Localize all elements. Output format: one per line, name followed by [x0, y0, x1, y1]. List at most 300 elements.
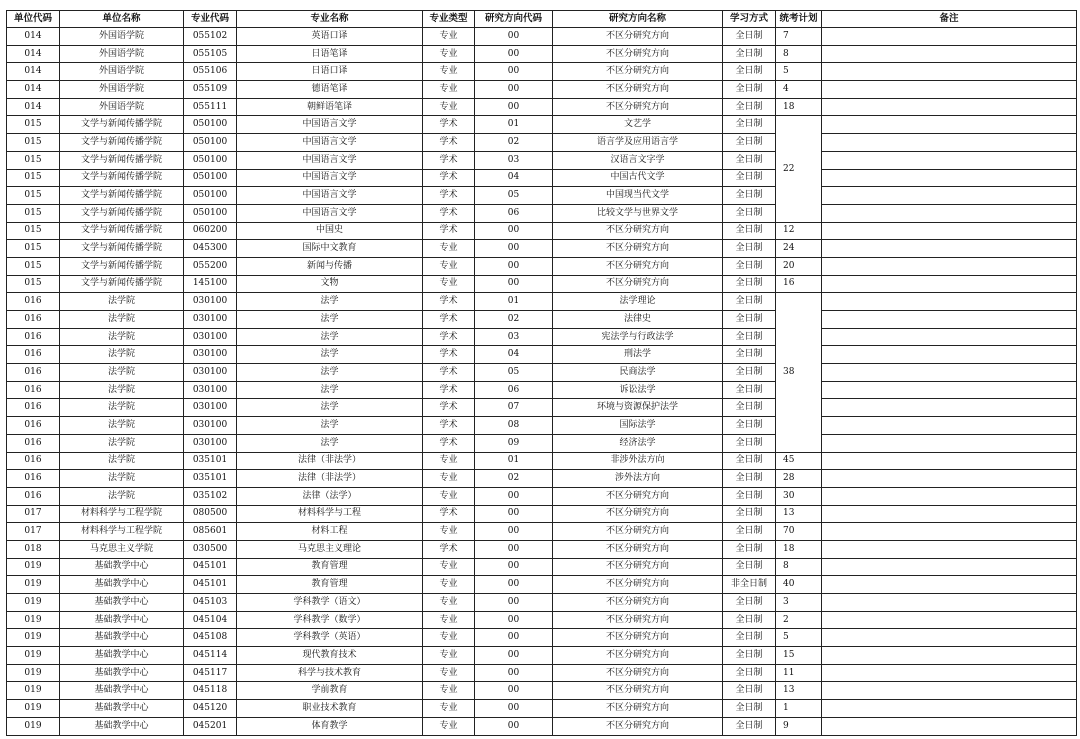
remarks-cell [822, 470, 1077, 488]
admission-plan-table [6, 10, 1077, 736]
direction-code-cell: 04 [475, 169, 553, 187]
remarks-cell [822, 311, 1077, 329]
major-type-cell: 专业 [423, 594, 475, 612]
major-code-cell: 030100 [184, 417, 237, 435]
direction-name-cell: 不区分研究方向 [553, 611, 723, 629]
major-code-cell: 030100 [184, 328, 237, 346]
major-name-cell: 法学 [237, 328, 423, 346]
direction-code-cell: 03 [475, 328, 553, 346]
direction-code-cell: 04 [475, 346, 553, 364]
unit-code-cell: 019 [7, 576, 60, 594]
study-mode-cell: 全日制 [723, 452, 776, 470]
major-code-cell: 050100 [184, 116, 237, 134]
remarks-cell [822, 116, 1077, 134]
major-type-cell: 专业 [423, 558, 475, 576]
unit-code-cell: 016 [7, 470, 60, 488]
unit-name-cell: 基础教学中心 [60, 664, 184, 682]
study-mode-cell: 全日制 [723, 700, 776, 718]
direction-code-cell: 06 [475, 381, 553, 399]
major-type-cell: 专业 [423, 452, 475, 470]
table-row [7, 700, 1077, 718]
direction-code-cell: 00 [475, 647, 553, 665]
unit-name-cell: 法学院 [60, 399, 184, 417]
direction-code-cell: 00 [475, 63, 553, 81]
direction-name-cell: 法律史 [553, 311, 723, 329]
table-row [7, 257, 1077, 275]
major-type-cell: 学术 [423, 293, 475, 311]
unit-name-cell: 外国语学院 [60, 63, 184, 81]
exam-plan-cell: 3 [776, 594, 822, 612]
table-row [7, 452, 1077, 470]
unit-code-cell: 015 [7, 116, 60, 134]
table-row [7, 717, 1077, 735]
major-name-cell: 中国语言文学 [237, 187, 423, 205]
table-row [7, 98, 1077, 116]
table-row [7, 417, 1077, 435]
major-name-cell: 法律（非法学） [237, 470, 423, 488]
table-row [7, 311, 1077, 329]
major-type-cell: 专业 [423, 240, 475, 258]
exam-plan-cell: 24 [776, 240, 822, 258]
major-code-cell: 060200 [184, 222, 237, 240]
remarks-cell [822, 540, 1077, 558]
direction-name-cell: 不区分研究方向 [553, 28, 723, 46]
major-name-cell: 科学与技术教育 [237, 664, 423, 682]
study-mode-cell: 非全日制 [723, 576, 776, 594]
major-name-cell: 体育教学 [237, 717, 423, 735]
unit-code-cell: 016 [7, 487, 60, 505]
header-direction-code: 研究方向代码 [475, 11, 553, 28]
study-mode-cell: 全日制 [723, 434, 776, 452]
major-name-cell: 英语口译 [237, 28, 423, 46]
major-type-cell: 专业 [423, 682, 475, 700]
major-code-cell: 030100 [184, 346, 237, 364]
remarks-cell [822, 399, 1077, 417]
unit-name-cell: 法学院 [60, 470, 184, 488]
major-type-cell: 专业 [423, 647, 475, 665]
unit-name-cell: 文学与新闻传播学院 [60, 222, 184, 240]
direction-name-cell: 不区分研究方向 [553, 664, 723, 682]
direction-name-cell: 比较文学与世界文学 [553, 204, 723, 222]
table-row [7, 381, 1077, 399]
major-code-cell: 055105 [184, 45, 237, 63]
direction-code-cell: 05 [475, 364, 553, 382]
unit-name-cell: 法学院 [60, 364, 184, 382]
study-mode-cell: 全日制 [723, 611, 776, 629]
unit-code-cell: 014 [7, 81, 60, 99]
major-name-cell: 法学 [237, 417, 423, 435]
major-name-cell: 学前教育 [237, 682, 423, 700]
table-row [7, 682, 1077, 700]
major-code-cell: 045101 [184, 576, 237, 594]
remarks-cell [822, 682, 1077, 700]
table-row [7, 558, 1077, 576]
unit-code-cell: 015 [7, 151, 60, 169]
study-mode-cell: 全日制 [723, 417, 776, 435]
exam-plan-cell: 40 [776, 576, 822, 594]
remarks-cell [822, 328, 1077, 346]
major-name-cell: 法学 [237, 311, 423, 329]
direction-code-cell: 00 [475, 717, 553, 735]
major-type-cell: 学术 [423, 417, 475, 435]
remarks-cell [822, 523, 1077, 541]
major-type-cell: 专业 [423, 28, 475, 46]
unit-code-cell: 015 [7, 187, 60, 205]
unit-code-cell: 015 [7, 169, 60, 187]
major-code-cell: 080500 [184, 505, 237, 523]
major-type-cell: 专业 [423, 487, 475, 505]
direction-code-cell: 03 [475, 151, 553, 169]
major-name-cell: 中国语言文学 [237, 169, 423, 187]
major-code-cell: 050100 [184, 204, 237, 222]
unit-code-cell: 016 [7, 417, 60, 435]
major-name-cell: 法学 [237, 381, 423, 399]
table-row [7, 346, 1077, 364]
major-code-cell: 055106 [184, 63, 237, 81]
table-row [7, 594, 1077, 612]
direction-code-cell: 00 [475, 629, 553, 647]
major-name-cell: 现代教育技术 [237, 647, 423, 665]
study-mode-cell: 全日制 [723, 664, 776, 682]
table-row [7, 204, 1077, 222]
remarks-cell [822, 717, 1077, 735]
unit-code-cell: 016 [7, 434, 60, 452]
remarks-cell [822, 664, 1077, 682]
unit-code-cell: 015 [7, 204, 60, 222]
major-type-cell: 学术 [423, 187, 475, 205]
major-name-cell: 中国语言文学 [237, 151, 423, 169]
unit-code-cell: 016 [7, 328, 60, 346]
direction-code-cell: 00 [475, 222, 553, 240]
unit-name-cell: 材料科学与工程学院 [60, 523, 184, 541]
direction-code-cell: 00 [475, 28, 553, 46]
remarks-cell [822, 452, 1077, 470]
table-row [7, 629, 1077, 647]
direction-code-cell: 00 [475, 98, 553, 116]
table-body [7, 28, 1077, 736]
unit-name-cell: 外国语学院 [60, 45, 184, 63]
table-row [7, 364, 1077, 382]
major-name-cell: 材料科学与工程 [237, 505, 423, 523]
study-mode-cell: 全日制 [723, 399, 776, 417]
major-name-cell: 法学 [237, 399, 423, 417]
major-name-cell: 教育管理 [237, 558, 423, 576]
direction-code-cell: 00 [475, 45, 553, 63]
unit-name-cell: 外国语学院 [60, 98, 184, 116]
unit-code-cell: 019 [7, 611, 60, 629]
direction-code-cell: 02 [475, 311, 553, 329]
direction-name-cell: 文艺学 [553, 116, 723, 134]
table-row [7, 523, 1077, 541]
study-mode-cell: 全日制 [723, 505, 776, 523]
table-row [7, 134, 1077, 152]
unit-name-cell: 文学与新闻传播学院 [60, 275, 184, 293]
table-row [7, 151, 1077, 169]
direction-code-cell: 00 [475, 487, 553, 505]
exam-plan-cell: 8 [776, 45, 822, 63]
remarks-cell [822, 151, 1077, 169]
exam-plan-cell: 12 [776, 222, 822, 240]
direction-name-cell: 汉语言文字学 [553, 151, 723, 169]
major-name-cell: 中国语言文学 [237, 116, 423, 134]
unit-code-cell: 015 [7, 257, 60, 275]
study-mode-cell: 全日制 [723, 558, 776, 576]
major-type-cell: 专业 [423, 717, 475, 735]
remarks-cell [822, 364, 1077, 382]
remarks-cell [822, 576, 1077, 594]
study-mode-cell: 全日制 [723, 98, 776, 116]
direction-name-cell: 不区分研究方向 [553, 98, 723, 116]
direction-code-cell: 00 [475, 81, 553, 99]
direction-code-cell: 02 [475, 134, 553, 152]
unit-name-cell: 基础教学中心 [60, 682, 184, 700]
direction-name-cell: 不区分研究方向 [553, 505, 723, 523]
study-mode-cell: 全日制 [723, 134, 776, 152]
unit-name-cell: 外国语学院 [60, 28, 184, 46]
direction-code-cell: 00 [475, 576, 553, 594]
major-type-cell: 学术 [423, 134, 475, 152]
exam-plan-cell: 11 [776, 664, 822, 682]
direction-name-cell: 不区分研究方向 [553, 700, 723, 718]
major-code-cell: 035102 [184, 487, 237, 505]
major-name-cell: 文物 [237, 275, 423, 293]
exam-plan-cell: 15 [776, 647, 822, 665]
remarks-cell [822, 257, 1077, 275]
unit-name-cell: 法学院 [60, 346, 184, 364]
major-type-cell: 专业 [423, 275, 475, 293]
exam-plan-cell: 28 [776, 470, 822, 488]
unit-name-cell: 文学与新闻传播学院 [60, 151, 184, 169]
remarks-cell [822, 187, 1077, 205]
major-name-cell: 中国语言文学 [237, 204, 423, 222]
major-code-cell: 030100 [184, 364, 237, 382]
exam-plan-cell: 8 [776, 558, 822, 576]
major-code-cell: 035101 [184, 452, 237, 470]
major-type-cell: 学术 [423, 381, 475, 399]
major-name-cell: 日语笔译 [237, 45, 423, 63]
unit-name-cell: 文学与新闻传播学院 [60, 240, 184, 258]
major-name-cell: 材料工程 [237, 523, 423, 541]
direction-name-cell: 不区分研究方向 [553, 576, 723, 594]
unit-name-cell: 法学院 [60, 311, 184, 329]
study-mode-cell: 全日制 [723, 346, 776, 364]
study-mode-cell: 全日制 [723, 81, 776, 99]
unit-name-cell: 基础教学中心 [60, 558, 184, 576]
major-type-cell: 学术 [423, 434, 475, 452]
study-mode-cell: 全日制 [723, 293, 776, 311]
direction-name-cell: 语言学及应用语言学 [553, 134, 723, 152]
major-name-cell: 中国史 [237, 222, 423, 240]
exam-plan-cell: 30 [776, 487, 822, 505]
major-name-cell: 法律（法学） [237, 487, 423, 505]
unit-code-cell: 017 [7, 523, 60, 541]
remarks-cell [822, 417, 1077, 435]
direction-name-cell: 法学理论 [553, 293, 723, 311]
major-code-cell: 030100 [184, 311, 237, 329]
table-row [7, 240, 1077, 258]
major-type-cell: 专业 [423, 63, 475, 81]
unit-code-cell: 016 [7, 452, 60, 470]
major-name-cell: 法学 [237, 434, 423, 452]
major-type-cell: 专业 [423, 523, 475, 541]
unit-code-cell: 016 [7, 364, 60, 382]
unit-name-cell: 法学院 [60, 381, 184, 399]
direction-name-cell: 不区分研究方向 [553, 717, 723, 735]
direction-code-cell: 09 [475, 434, 553, 452]
exam-plan-cell: 4 [776, 81, 822, 99]
study-mode-cell: 全日制 [723, 629, 776, 647]
exam-plan-cell: 9 [776, 717, 822, 735]
direction-code-cell: 00 [475, 240, 553, 258]
unit-name-cell: 法学院 [60, 452, 184, 470]
exam-plan-cell: 1 [776, 700, 822, 718]
unit-name-cell: 法学院 [60, 487, 184, 505]
unit-code-cell: 014 [7, 28, 60, 46]
major-type-cell: 专业 [423, 611, 475, 629]
remarks-cell [822, 28, 1077, 46]
table-row [7, 647, 1077, 665]
remarks-cell [822, 81, 1077, 99]
study-mode-cell: 全日制 [723, 116, 776, 134]
table-row [7, 169, 1077, 187]
unit-code-cell: 019 [7, 647, 60, 665]
direction-code-cell: 00 [475, 540, 553, 558]
direction-name-cell: 不区分研究方向 [553, 45, 723, 63]
major-code-cell: 085601 [184, 523, 237, 541]
unit-name-cell: 基础教学中心 [60, 576, 184, 594]
table-row [7, 328, 1077, 346]
study-mode-cell: 全日制 [723, 151, 776, 169]
exam-plan-cell: 16 [776, 275, 822, 293]
exam-plan-cell: 18 [776, 540, 822, 558]
header-direction-name: 研究方向名称 [553, 11, 723, 28]
major-type-cell: 学术 [423, 151, 475, 169]
direction-code-cell: 01 [475, 293, 553, 311]
major-name-cell: 日语口译 [237, 63, 423, 81]
remarks-cell [822, 222, 1077, 240]
major-name-cell: 法学 [237, 364, 423, 382]
direction-code-cell: 02 [475, 470, 553, 488]
unit-name-cell: 文学与新闻传播学院 [60, 257, 184, 275]
study-mode-cell: 全日制 [723, 682, 776, 700]
major-type-cell: 专业 [423, 470, 475, 488]
major-code-cell: 050100 [184, 187, 237, 205]
table-row [7, 222, 1077, 240]
remarks-cell [822, 647, 1077, 665]
unit-code-cell: 016 [7, 293, 60, 311]
unit-name-cell: 文学与新闻传播学院 [60, 187, 184, 205]
study-mode-cell: 全日制 [723, 275, 776, 293]
table-row [7, 434, 1077, 452]
direction-name-cell: 不区分研究方向 [553, 647, 723, 665]
major-code-cell: 045201 [184, 717, 237, 735]
remarks-cell [822, 594, 1077, 612]
unit-name-cell: 基础教学中心 [60, 611, 184, 629]
remarks-cell [822, 700, 1077, 718]
major-name-cell: 新闻与传播 [237, 257, 423, 275]
direction-name-cell: 涉外法方向 [553, 470, 723, 488]
unit-code-cell: 019 [7, 558, 60, 576]
major-code-cell: 045104 [184, 611, 237, 629]
remarks-cell [822, 45, 1077, 63]
major-name-cell: 德语笔译 [237, 81, 423, 99]
remarks-cell [822, 346, 1077, 364]
direction-code-cell: 05 [475, 187, 553, 205]
exam-plan-cell: 70 [776, 523, 822, 541]
unit-name-cell: 基础教学中心 [60, 594, 184, 612]
major-type-cell: 专业 [423, 576, 475, 594]
study-mode-cell: 全日制 [723, 328, 776, 346]
remarks-cell [822, 487, 1077, 505]
exam-plan-cell: 7 [776, 28, 822, 46]
major-type-cell: 专业 [423, 700, 475, 718]
study-mode-cell: 全日制 [723, 63, 776, 81]
unit-code-cell: 017 [7, 505, 60, 523]
table-row [7, 470, 1077, 488]
major-name-cell: 朝鲜语笔译 [237, 98, 423, 116]
direction-name-cell: 不区分研究方向 [553, 222, 723, 240]
unit-name-cell: 文学与新闻传播学院 [60, 134, 184, 152]
direction-name-cell: 不区分研究方向 [553, 558, 723, 576]
table-row [7, 399, 1077, 417]
major-type-cell: 专业 [423, 45, 475, 63]
remarks-cell [822, 611, 1077, 629]
study-mode-cell: 全日制 [723, 647, 776, 665]
unit-name-cell: 基础教学中心 [60, 700, 184, 718]
major-code-cell: 050100 [184, 134, 237, 152]
major-type-cell: 学术 [423, 505, 475, 523]
direction-name-cell: 不区分研究方向 [553, 257, 723, 275]
unit-code-cell: 015 [7, 134, 60, 152]
remarks-cell [822, 275, 1077, 293]
remarks-cell [822, 63, 1077, 81]
direction-code-cell: 00 [475, 505, 553, 523]
direction-name-cell: 环境与资源保护法学 [553, 399, 723, 417]
direction-name-cell: 经济法学 [553, 434, 723, 452]
major-code-cell: 030100 [184, 434, 237, 452]
unit-name-cell: 基础教学中心 [60, 647, 184, 665]
direction-code-cell: 00 [475, 700, 553, 718]
header-major-type: 专业类型 [423, 11, 475, 28]
table-row [7, 45, 1077, 63]
table-row [7, 576, 1077, 594]
exam-plan-cell: 20 [776, 257, 822, 275]
exam-plan-cell: 38 [776, 293, 822, 452]
major-name-cell: 马克思主义理论 [237, 540, 423, 558]
direction-code-cell: 07 [475, 399, 553, 417]
header-row [7, 11, 1077, 28]
unit-name-cell: 法学院 [60, 434, 184, 452]
major-code-cell: 055111 [184, 98, 237, 116]
study-mode-cell: 全日制 [723, 364, 776, 382]
major-code-cell: 045120 [184, 700, 237, 718]
study-mode-cell: 全日制 [723, 594, 776, 612]
major-type-cell: 学术 [423, 204, 475, 222]
study-mode-cell: 全日制 [723, 169, 776, 187]
exam-plan-cell: 22 [776, 116, 822, 222]
unit-name-cell: 法学院 [60, 328, 184, 346]
unit-code-cell: 016 [7, 311, 60, 329]
direction-code-cell: 00 [475, 275, 553, 293]
major-name-cell: 法学 [237, 293, 423, 311]
direction-name-cell: 民商法学 [553, 364, 723, 382]
unit-code-cell: 015 [7, 275, 60, 293]
remarks-cell [822, 505, 1077, 523]
remarks-cell [822, 381, 1077, 399]
major-code-cell: 145100 [184, 275, 237, 293]
unit-name-cell: 基础教学中心 [60, 629, 184, 647]
remarks-cell [822, 293, 1077, 311]
